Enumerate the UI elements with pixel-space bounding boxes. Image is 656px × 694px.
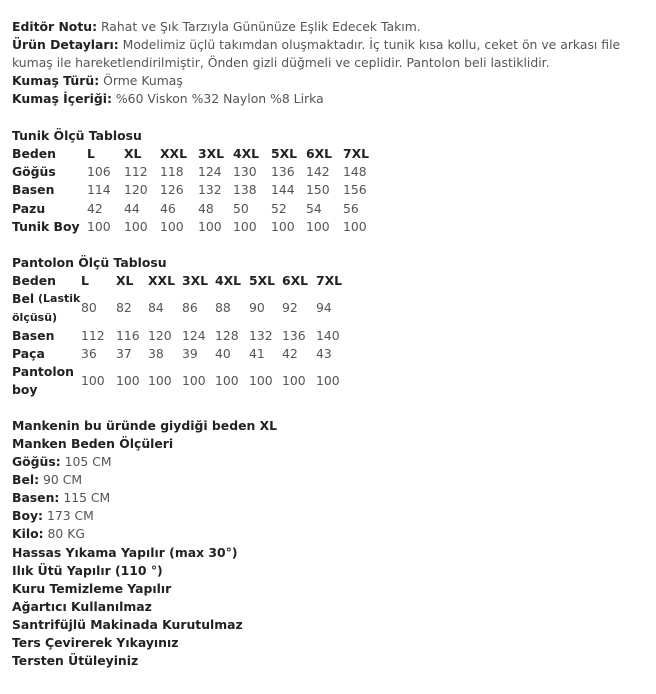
table-cell: 140: [316, 328, 340, 343]
table-header-cell: 7XL: [343, 146, 370, 161]
table-header-cell: XXL: [160, 146, 188, 161]
table-cell: 118: [160, 164, 184, 179]
table-cell: 100: [148, 373, 172, 388]
table-cell: 138: [233, 182, 257, 197]
table-row-label: Basen: [12, 328, 55, 343]
table-cell: 100: [81, 373, 105, 388]
table-cell: 36: [81, 346, 97, 361]
table-cell: 42: [282, 346, 298, 361]
table-header-cell: 3XL: [198, 146, 225, 161]
model-hip: Basen: 115 CM: [12, 490, 111, 505]
table-header-cell: 6XL: [306, 146, 333, 161]
table-cell: 40: [215, 346, 231, 361]
table-cell: 100: [316, 373, 340, 388]
table-cell: 100: [198, 219, 222, 234]
tunic-table-title: Tunik Ölçü Tablosu: [12, 128, 142, 143]
table-cell: 37: [116, 346, 132, 361]
table-cell: 132: [249, 328, 273, 343]
table-cell: 124: [198, 164, 222, 179]
table-header-cell: 4XL: [233, 146, 260, 161]
table-cell: 100: [249, 373, 273, 388]
product-details: Ürün Detayları: Modelimiz üçlü takımdan oluşmaktadır. İç tunik kısa kollu, ceket ön ve arkası file: [12, 37, 621, 52]
table-cell: 43: [316, 346, 332, 361]
table-cell: 114: [87, 182, 111, 197]
table-cell: 148: [343, 164, 367, 179]
table-cell: 150: [306, 182, 330, 197]
table-cell: 42: [87, 201, 103, 216]
table-cell: 100: [271, 219, 295, 234]
care-item: Ağartıcı Kullanılmaz: [12, 599, 152, 614]
table-cell: 92: [282, 300, 298, 315]
table-header-cell: 7XL: [316, 273, 343, 288]
table-cell: 120: [148, 328, 172, 343]
table-cell: 100: [306, 219, 330, 234]
table-cell: 116: [116, 328, 140, 343]
table-cell: 112: [81, 328, 105, 343]
care-item: Hassas Yıkama Yapılır (max 30°): [12, 545, 238, 560]
table-cell: 38: [148, 346, 164, 361]
table-cell: 100: [182, 373, 206, 388]
table-row-label: Tunik Boy: [12, 219, 80, 234]
care-item: Kuru Temizleme Yapılır: [12, 581, 172, 596]
table-cell: 41: [249, 346, 265, 361]
table-cell: 100: [124, 219, 148, 234]
table-cell: 100: [215, 373, 239, 388]
table-cell: 126: [160, 182, 184, 197]
table-header-cell: Beden: [12, 146, 56, 161]
table-cell: 100: [343, 219, 367, 234]
table-cell: 100: [116, 373, 140, 388]
table-cell: 80: [81, 300, 97, 315]
table-header-cell: L: [87, 146, 95, 161]
model-measurements-title: Manken Beden Ölçüleri: [12, 436, 174, 451]
table-cell: 100: [233, 219, 257, 234]
table-cell: 100: [282, 373, 306, 388]
table-header-cell: XL: [124, 146, 142, 161]
table-header-cell: XL: [116, 273, 134, 288]
table-row-label: Basen: [12, 182, 55, 197]
table-cell: 136: [282, 328, 306, 343]
model-size-worn: Mankenin bu üründe giydiği beden XL: [12, 418, 278, 433]
table-cell: 46: [160, 201, 176, 216]
table-cell: 112: [124, 164, 148, 179]
table-cell: 136: [271, 164, 295, 179]
model-weight: Kilo: 80 KG: [12, 526, 85, 541]
table-cell: 56: [343, 201, 359, 216]
care-item: Ilık Ütü Yapılır (110 °): [12, 563, 163, 578]
table-cell: 90: [249, 300, 265, 315]
product-details-cont: kumaş ile hareketlendirilmiştir, Önden gizli düğmeli ve ceplidir. Pantolon beli lastiklidir.: [12, 55, 550, 70]
table-row-label: Bel: [12, 291, 35, 306]
table-cell: 120: [124, 182, 148, 197]
fabric-type: Kumaş Türü: Örme Kumaş: [12, 73, 183, 88]
table-cell: 84: [148, 300, 164, 315]
table-header-cell: 4XL: [215, 273, 242, 288]
table-cell: 124: [182, 328, 206, 343]
model-waist: Bel: 90 CM: [12, 472, 83, 487]
table-header-cell: 3XL: [182, 273, 209, 288]
table-cell: 86: [182, 300, 198, 315]
table-cell: 54: [306, 201, 322, 216]
table-header-cell: 6XL: [282, 273, 309, 288]
table-cell: 94: [316, 300, 332, 315]
table-header-cell: XXL: [148, 273, 176, 288]
table-cell: 144: [271, 182, 295, 197]
table-row-label: Paça: [12, 346, 45, 361]
table-cell: 106: [87, 164, 111, 179]
table-cell: 44: [124, 201, 140, 216]
model-height: Boy: 173 CM: [12, 508, 94, 523]
table-cell: 50: [233, 201, 249, 216]
care-item: Ters Çevirerek Yıkayınız: [12, 635, 179, 650]
table-cell: 100: [87, 219, 111, 234]
table-cell: 128: [215, 328, 239, 343]
table-cell: 132: [198, 182, 222, 197]
table-header-cell: L: [81, 273, 89, 288]
table-cell: 156: [343, 182, 367, 197]
care-item: Santrifüjlü Makinada Kurutulmaz: [12, 617, 243, 632]
table-row-label: Pantolon: [12, 364, 74, 379]
pantolon-boy-cont: boy: [12, 382, 38, 397]
care-item: Tersten Ütüleyiniz: [12, 653, 139, 668]
model-chest: Göğüs: 105 CM: [12, 454, 112, 469]
table-header-cell: Beden: [12, 273, 56, 288]
table-header-cell: 5XL: [249, 273, 276, 288]
bel-note-cont: ölçüsü): [12, 311, 58, 324]
table-header-cell: 5XL: [271, 146, 298, 161]
table-cell: 52: [271, 201, 287, 216]
fabric-content: Kumaş İçeriği: %60 Viskon %32 Naylon %8 Lirka: [12, 91, 324, 106]
table-row-label: Pazu: [12, 201, 46, 216]
table-cell: 100: [160, 219, 184, 234]
table-cell: 48: [198, 201, 214, 216]
table-cell: 142: [306, 164, 330, 179]
table-cell: 130: [233, 164, 257, 179]
bel-note: (Lastik: [38, 292, 81, 305]
pants-table-title: Pantolon Ölçü Tablosu: [12, 255, 167, 270]
table-row-label: Göğüs: [12, 164, 56, 179]
table-cell: 82: [116, 300, 132, 315]
table-cell: 39: [182, 346, 198, 361]
editor-note: Editör Notu: Rahat ve Şık Tarzıyla Gününüze Eşlik Edecek Takım.: [12, 19, 421, 34]
table-cell: 88: [215, 300, 231, 315]
